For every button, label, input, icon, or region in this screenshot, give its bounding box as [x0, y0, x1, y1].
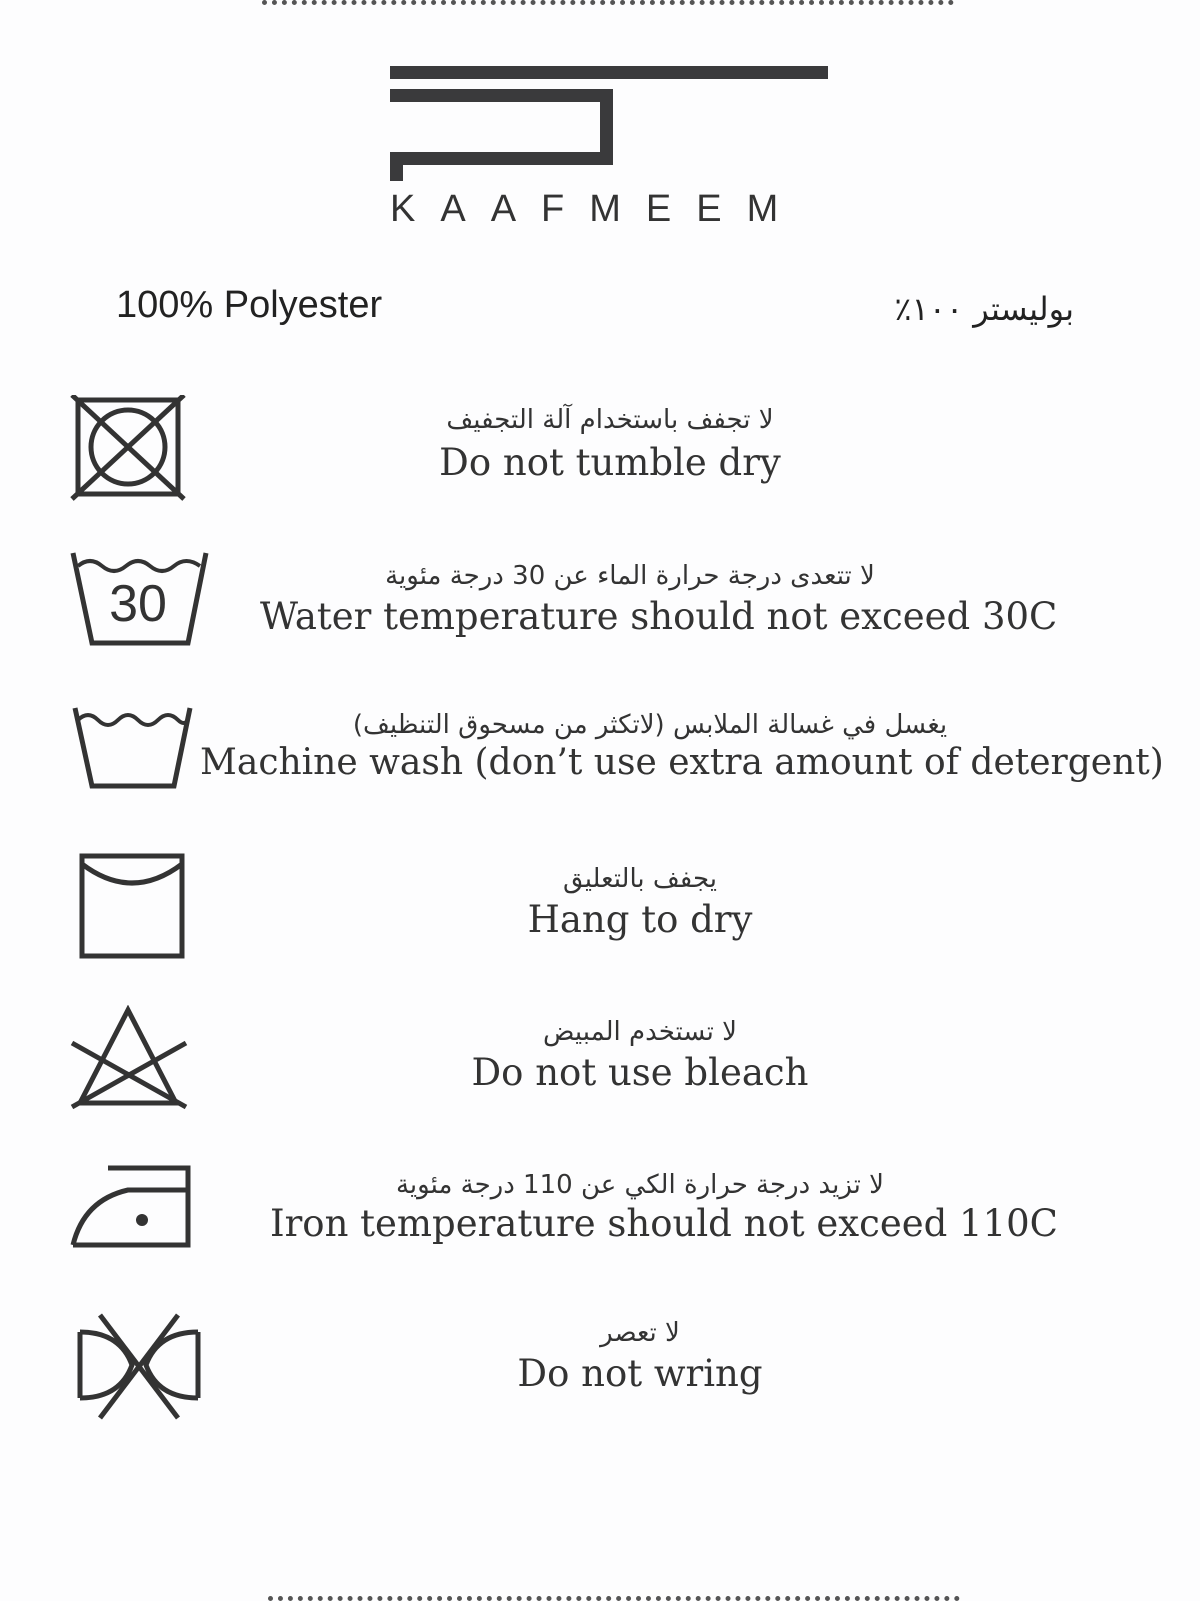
- composition-arabic: بوليستر ١٠٠٪: [894, 290, 1074, 328]
- care-text-arabic: لا تستخدم المبيض: [543, 1017, 737, 1047]
- care-row-no-wring: [0, 1310, 1200, 1430]
- care-text-english: Iron temperature should not exceed 110C: [270, 1202, 1058, 1245]
- care-row-hang-dry: [0, 852, 1200, 972]
- wash-temperature-label: 30: [109, 575, 167, 633]
- care-text-english: Do not wring: [517, 1352, 763, 1395]
- no-wring-icon: [70, 1310, 210, 1420]
- care-text-arabic: لا تزيد درجة حرارة الكي عن 110 درجة مئوية: [395, 1170, 885, 1200]
- care-text-english: Do not use bleach: [471, 1051, 809, 1094]
- care-text-arabic: يجفف بالتعليق: [563, 864, 717, 894]
- care-text-english: Do not tumble dry: [439, 441, 781, 484]
- no-tumble-dry-icon: [70, 395, 190, 505]
- care-text-english: Water temperature should not exceed 30C: [260, 595, 1058, 638]
- no-bleach-icon: [70, 1005, 190, 1115]
- brand-name: KAAFMEEM: [390, 188, 804, 230]
- care-text-english: Hang to dry: [527, 898, 753, 941]
- care-text-arabic: يغسل في غسالة الملابس (لاتكثر من مسحوق التنظيف): [352, 710, 948, 740]
- care-text-english: Machine wash (don’t use extra amount of detergent): [200, 742, 1164, 783]
- care-row-no-bleach: [0, 1005, 1200, 1125]
- brand-logo: [390, 62, 830, 232]
- care-text-arabic: لا تجفف باستخدام آلة التجفيف: [446, 405, 774, 435]
- wash-30-icon: [70, 548, 210, 648]
- care-text-arabic: لا تعصر: [600, 1318, 680, 1348]
- care-row-machine-wash: [0, 700, 1200, 820]
- hang-dry-icon: [70, 852, 190, 962]
- composition-english: 100% Polyester: [116, 284, 383, 326]
- care-row-wash-30: [0, 548, 1200, 668]
- care-row-iron: [0, 1160, 1200, 1280]
- top-dotted-border: [262, 0, 954, 5]
- machine-wash-icon: [70, 700, 200, 795]
- care-row-tumble-dry: [0, 395, 1200, 515]
- care-text-arabic: لا تتعدى درجة حرارة الماء عن 30 درجة مئوية: [385, 561, 875, 591]
- logo-mark-icon: [390, 62, 830, 182]
- iron-110-icon: [70, 1160, 200, 1250]
- bottom-dotted-border: [268, 1596, 960, 1601]
